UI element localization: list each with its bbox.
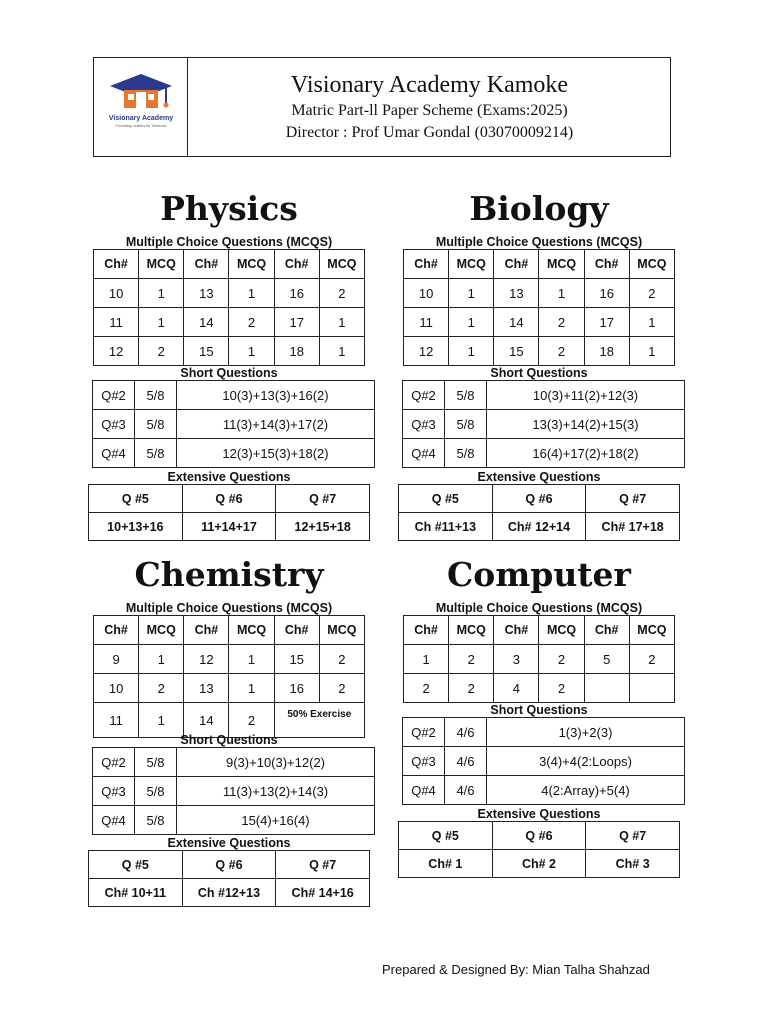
table-header-row bbox=[404, 250, 675, 279]
mcq-header: MCQ bbox=[229, 616, 274, 645]
computer-short-table bbox=[402, 717, 685, 805]
table-row bbox=[94, 279, 365, 308]
ch-header: Ch# bbox=[184, 616, 229, 645]
physics-extensive-label: Extensive Questions bbox=[167, 470, 291, 484]
chemistry-extensive-label: Extensive Questions bbox=[167, 836, 291, 850]
table-cell: 1 bbox=[139, 308, 184, 337]
table-cell: 5/8 bbox=[135, 410, 177, 439]
table-cell: 5/8 bbox=[135, 806, 177, 835]
logo bbox=[94, 58, 188, 156]
table-cell: Q#3 bbox=[403, 747, 445, 776]
table-cell: Q #5 bbox=[89, 851, 183, 879]
table-cell: Q#4 bbox=[93, 806, 135, 835]
table-cell: 5 bbox=[584, 645, 629, 674]
mcq-header: MCQ bbox=[539, 250, 584, 279]
table-cell: 15 bbox=[274, 645, 319, 674]
table-cell: 14 bbox=[184, 703, 229, 738]
table-cell: Q #6 bbox=[182, 851, 276, 879]
computer-extensive-table bbox=[398, 821, 680, 878]
table-cell: 16 bbox=[584, 279, 629, 308]
table-cell: 18 bbox=[584, 337, 629, 366]
table-header-row bbox=[89, 485, 370, 513]
table-cell: Q#3 bbox=[93, 777, 135, 806]
table-cell: 15 bbox=[494, 337, 539, 366]
table-cell: 1 bbox=[449, 337, 494, 366]
biology-extensive-label: Extensive Questions bbox=[477, 470, 601, 484]
table-cell: 1 bbox=[139, 703, 184, 738]
table-cell: 1 bbox=[229, 337, 274, 366]
table-cell: 1 bbox=[539, 279, 584, 308]
mcq-header: MCQ bbox=[629, 250, 674, 279]
table-cell: 2 bbox=[629, 645, 674, 674]
biology-mcq-label: Multiple Choice Questions (MCQS) bbox=[435, 235, 643, 249]
table-cell: 13 bbox=[184, 279, 229, 308]
table-cell: Q#3 bbox=[403, 410, 445, 439]
computer-short-label: Short Questions bbox=[490, 703, 588, 717]
ch-header: Ch# bbox=[404, 250, 449, 279]
mcq-header: MCQ bbox=[449, 616, 494, 645]
table-cell: 10 bbox=[94, 279, 139, 308]
table-cell: 2 bbox=[539, 337, 584, 366]
mcq-header: MCQ bbox=[229, 250, 274, 279]
ch-header: Ch# bbox=[274, 616, 319, 645]
physics-short-table bbox=[92, 380, 375, 468]
table-header-row bbox=[404, 616, 675, 645]
table-cell: Q#3 bbox=[93, 410, 135, 439]
mcq-header: MCQ bbox=[319, 250, 364, 279]
page-subtitle: Matric Part-ll Paper Scheme (Exams:2025) bbox=[291, 102, 568, 119]
table-cell: 4 bbox=[494, 674, 539, 703]
chemistry-mcq-label: Multiple Choice Questions (MCQS) bbox=[125, 601, 333, 615]
table-cell bbox=[584, 674, 629, 703]
table-cell: Ch #12+13 bbox=[182, 879, 276, 907]
table-cell: 2 bbox=[539, 674, 584, 703]
table-cell: 9 bbox=[94, 645, 139, 674]
table-cell: Ch# 1 bbox=[399, 850, 493, 878]
table-cell: Q#2 bbox=[93, 748, 135, 777]
chemistry-short-label: Short Questions bbox=[180, 733, 278, 747]
table-cell: Q#2 bbox=[93, 381, 135, 410]
table-row bbox=[89, 513, 370, 541]
header-box bbox=[93, 57, 671, 157]
table-cell: 12 bbox=[184, 645, 229, 674]
computer-extensive-label: Extensive Questions bbox=[477, 807, 601, 821]
table-cell: 11(3)+13(2)+14(3) bbox=[177, 777, 375, 806]
table-cell: 4/6 bbox=[445, 776, 487, 805]
table-header-row bbox=[94, 616, 365, 645]
table-row bbox=[89, 879, 370, 907]
table-cell: 9(3)+10(3)+12(2) bbox=[177, 748, 375, 777]
table-cell: Ch# 14+16 bbox=[276, 879, 370, 907]
mcq-header: MCQ bbox=[139, 250, 184, 279]
logo-tagline: Promoting Leaders for Tomorrow bbox=[115, 124, 167, 128]
table-cell: 2 bbox=[229, 308, 274, 337]
table-row bbox=[94, 337, 365, 366]
table-cell: 1 bbox=[229, 279, 274, 308]
biology-extensive-table bbox=[398, 484, 680, 541]
table-cell: Q #5 bbox=[89, 485, 183, 513]
table-cell: Ch# 17+18 bbox=[586, 513, 680, 541]
table-cell: Q #7 bbox=[276, 851, 370, 879]
table-row bbox=[94, 674, 365, 703]
table-cell: 2 bbox=[449, 674, 494, 703]
table-cell: Ch# 10+11 bbox=[89, 879, 183, 907]
table-cell: 5/8 bbox=[445, 410, 487, 439]
table-row bbox=[93, 381, 375, 410]
table-cell: Ch #11+13 bbox=[399, 513, 493, 541]
chemistry-short-table bbox=[92, 747, 375, 835]
table-cell: 2 bbox=[629, 279, 674, 308]
ch-header: Ch# bbox=[584, 250, 629, 279]
table-cell: Ch# 2 bbox=[492, 850, 586, 878]
table-cell: 13 bbox=[494, 279, 539, 308]
table-cell: 4(2:Array)+5(4) bbox=[487, 776, 685, 805]
table-cell: 2 bbox=[139, 337, 184, 366]
table-header-row bbox=[89, 851, 370, 879]
table-row bbox=[93, 748, 375, 777]
table-cell: 12+15+18 bbox=[276, 513, 370, 541]
computer-mcq-label: Multiple Choice Questions (MCQS) bbox=[435, 601, 643, 615]
table-cell: 4/6 bbox=[445, 747, 487, 776]
table-cell: 2 bbox=[319, 279, 364, 308]
physics-mcq-table bbox=[93, 249, 365, 366]
table-cell: 2 bbox=[319, 674, 364, 703]
biology-title: Biology bbox=[469, 189, 609, 228]
table-cell: 16 bbox=[274, 279, 319, 308]
table-cell: 11 bbox=[404, 308, 449, 337]
table-cell: 12 bbox=[404, 337, 449, 366]
chemistry-extensive-table bbox=[88, 850, 370, 907]
table-cell: 2 bbox=[404, 674, 449, 703]
table-cell: Q #5 bbox=[399, 822, 493, 850]
table-cell: 2 bbox=[319, 645, 364, 674]
table-cell: 1 bbox=[449, 279, 494, 308]
table-cell: 18 bbox=[274, 337, 319, 366]
table-cell: 11+14+17 bbox=[182, 513, 276, 541]
table-cell: 17 bbox=[584, 308, 629, 337]
table-cell: 1 bbox=[229, 645, 274, 674]
director-line: Director : Prof Umar Gondal (03070009214) bbox=[285, 124, 574, 141]
table-cell: 1 bbox=[629, 308, 674, 337]
table-header-row bbox=[399, 822, 680, 850]
table-row bbox=[94, 308, 365, 337]
table-row bbox=[404, 337, 675, 366]
table-cell: 2 bbox=[139, 674, 184, 703]
table-cell: Ch# 12+14 bbox=[492, 513, 586, 541]
table-cell: 10(3)+13(3)+16(2) bbox=[177, 381, 375, 410]
table-row bbox=[399, 850, 680, 878]
table-cell bbox=[629, 674, 674, 703]
physics-title: Physics bbox=[160, 189, 298, 228]
table-row bbox=[93, 806, 375, 835]
table-cell: 11(3)+14(3)+17(2) bbox=[177, 410, 375, 439]
table-cell: Q #7 bbox=[276, 485, 370, 513]
table-cell: Q #6 bbox=[492, 822, 586, 850]
table-cell: Q#4 bbox=[93, 439, 135, 468]
table-cell: 10 bbox=[404, 279, 449, 308]
table-cell: 3(4)+4(2:Loops) bbox=[487, 747, 685, 776]
table-cell: 10+13+16 bbox=[89, 513, 183, 541]
table-cell: 14 bbox=[184, 308, 229, 337]
table-row bbox=[403, 776, 685, 805]
table-cell: 5/8 bbox=[445, 381, 487, 410]
table-cell: 10 bbox=[94, 674, 139, 703]
table-cell: 11 bbox=[94, 308, 139, 337]
biology-short-table bbox=[402, 380, 685, 468]
table-cell: 3 bbox=[494, 645, 539, 674]
table-row bbox=[404, 645, 675, 674]
table-row bbox=[93, 777, 375, 806]
table-cell: 2 bbox=[449, 645, 494, 674]
ch-header: Ch# bbox=[94, 250, 139, 279]
table-cell: 15 bbox=[184, 337, 229, 366]
table-cell: Q #7 bbox=[586, 822, 680, 850]
ch-header: Ch# bbox=[184, 250, 229, 279]
table-cell: 1 bbox=[139, 645, 184, 674]
table-row bbox=[403, 381, 685, 410]
chemistry-title: Chemistry bbox=[134, 555, 324, 594]
computer-title: Computer bbox=[447, 555, 631, 594]
table-cell: 5/8 bbox=[135, 381, 177, 410]
table-cell: 5/8 bbox=[445, 439, 487, 468]
table-cell: Q #6 bbox=[182, 485, 276, 513]
table-cell: 5/8 bbox=[135, 439, 177, 468]
table-cell: Q#4 bbox=[403, 776, 445, 805]
table-cell: 14 bbox=[494, 308, 539, 337]
table-cell: 13 bbox=[184, 674, 229, 703]
table-cell: 1 bbox=[629, 337, 674, 366]
mcq-header: MCQ bbox=[319, 616, 364, 645]
table-cell: 4/6 bbox=[445, 718, 487, 747]
ch-header: Ch# bbox=[94, 616, 139, 645]
physics-extensive-table bbox=[88, 484, 370, 541]
table-cell: 16(4)+17(2)+18(2) bbox=[487, 439, 685, 468]
table-row bbox=[93, 439, 375, 468]
table-cell: 17 bbox=[274, 308, 319, 337]
table-cell: 1 bbox=[404, 645, 449, 674]
table-cell: 1 bbox=[229, 674, 274, 703]
table-cell: 1 bbox=[139, 279, 184, 308]
table-cell: Q#2 bbox=[403, 381, 445, 410]
table-header-row bbox=[399, 485, 680, 513]
table-row bbox=[403, 718, 685, 747]
table-cell: 11 bbox=[94, 703, 139, 738]
chemistry-mcq-table-body bbox=[93, 615, 365, 738]
table-cell: 5/8 bbox=[135, 748, 177, 777]
table-row bbox=[403, 439, 685, 468]
ch-header: Ch# bbox=[274, 250, 319, 279]
table-header-row bbox=[94, 250, 365, 279]
table-cell: Q#4 bbox=[403, 439, 445, 468]
ch-header: Ch# bbox=[404, 616, 449, 645]
footer-credit: Prepared & Designed By: Mian Talha Shahzad bbox=[382, 962, 650, 977]
table-cell: 2 bbox=[229, 703, 274, 738]
computer-mcq-table bbox=[403, 615, 675, 703]
table-cell: 5/8 bbox=[135, 777, 177, 806]
table-cell: 15(4)+16(4) bbox=[177, 806, 375, 835]
table-row bbox=[404, 308, 675, 337]
ch-header: Ch# bbox=[494, 616, 539, 645]
exercise-note: 50% Exercise bbox=[274, 703, 364, 738]
table-cell: Q#2 bbox=[403, 718, 445, 747]
physics-short-label: Short Questions bbox=[180, 366, 278, 380]
table-row bbox=[93, 410, 375, 439]
mcq-header: MCQ bbox=[539, 616, 584, 645]
mcq-header: MCQ bbox=[449, 250, 494, 279]
page-title: Visionary Academy Kamoke bbox=[290, 72, 569, 98]
ch-header: Ch# bbox=[494, 250, 539, 279]
table-cell: Q #6 bbox=[492, 485, 586, 513]
table-cell: 10(3)+11(2)+12(3) bbox=[487, 381, 685, 410]
graduation-cap-icon bbox=[108, 72, 174, 116]
table-cell: 12(3)+15(3)+18(2) bbox=[177, 439, 375, 468]
table-cell: 13(3)+14(2)+15(3) bbox=[487, 410, 685, 439]
biology-mcq-table bbox=[403, 249, 675, 366]
physics-mcq-label: Multiple Choice Questions (MCQS) bbox=[125, 235, 333, 249]
table-row bbox=[404, 279, 675, 308]
table-cell: 2 bbox=[539, 308, 584, 337]
table-cell: 12 bbox=[94, 337, 139, 366]
table-row bbox=[399, 513, 680, 541]
logo-name: Visionary Academy bbox=[108, 115, 174, 122]
biology-short-label: Short Questions bbox=[490, 366, 588, 380]
table-cell: Q #5 bbox=[399, 485, 493, 513]
table-cell: 1(3)+2(3) bbox=[487, 718, 685, 747]
table-cell: 1 bbox=[319, 337, 364, 366]
mcq-header: MCQ bbox=[629, 616, 674, 645]
mcq-header: MCQ bbox=[139, 616, 184, 645]
table-row bbox=[94, 645, 365, 674]
table-cell: 2 bbox=[539, 645, 584, 674]
table-cell: 1 bbox=[449, 308, 494, 337]
table-cell: Ch# 3 bbox=[586, 850, 680, 878]
table-row bbox=[403, 410, 685, 439]
table-row bbox=[403, 747, 685, 776]
table-cell: 1 bbox=[319, 308, 364, 337]
table-row bbox=[404, 674, 675, 703]
table-cell: 16 bbox=[274, 674, 319, 703]
ch-header: Ch# bbox=[584, 616, 629, 645]
table-cell: Q #7 bbox=[586, 485, 680, 513]
